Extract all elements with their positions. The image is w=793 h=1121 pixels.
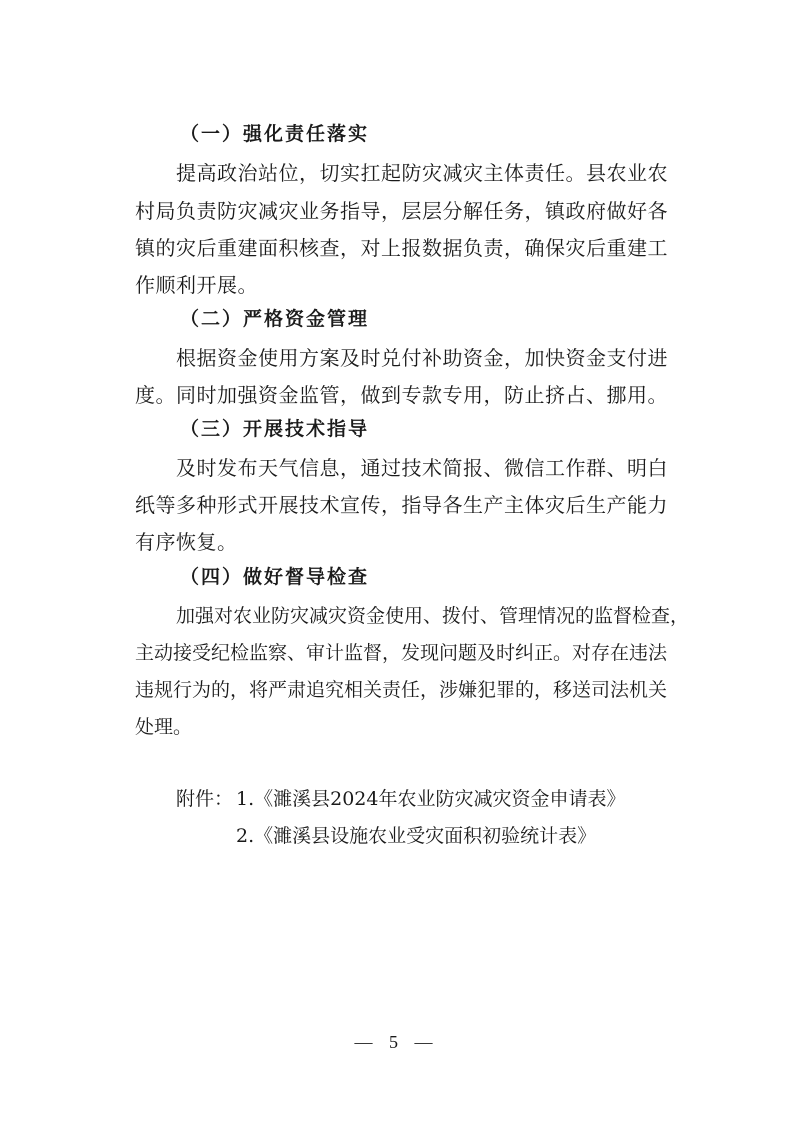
attachment-item-1: 1.《濉溪县2024年农业防灾减灾资金申请表》 [236,788,626,810]
section-heading-4: （四）做好督导检查 [180,566,370,588]
paragraph-line: 村局负责防灾减灾业务指导，层层分解任务，镇政府做好各 [135,199,668,223]
section-heading-2: （二）严格资金管理 [180,308,370,330]
section-heading-1: （一）强化责任落实 [180,123,370,145]
attachments-label: 附件： [176,788,234,810]
paragraph-line: 度。同时加强资金监管，做到专款专用，防止挤占、挪用。 [135,383,668,407]
page-number: — 5 — [354,1032,439,1052]
paragraph-line: 主动接受纪检监察、审计监督，发现问题及时纠正。对存在违法 [135,642,668,664]
paragraph-line: 纸等多种形式开展技术宣传，指导各生产主体灾后生产能力 [135,493,668,517]
paragraph-line: 镇的灾后重建面积核查，对上报数据负责，确保灾后重建工 [135,236,668,260]
section-heading-3: （三）开展技术指导 [180,418,370,440]
paragraph-line: 根据资金使用方案及时兑付补助资金，加快资金支付进 [176,346,668,370]
paragraph-line: 提高政治站位，切实扛起防灾减灾主体责任。县农业农 [176,161,668,185]
paragraph-line: 及时发布天气信息，通过技术简报、微信工作群、明白 [176,456,668,480]
paragraph-line: 处理。 [135,716,193,738]
paragraph-line: 违规行为的，将严肃追究相关责任，涉嫌犯罪的，移送司法机关 [135,679,668,701]
paragraph-line: 加强对农业防灾减灾资金使用、拨付、管理情况的监督检查， [176,605,690,627]
paragraph-line: 有序恢复。 [135,530,238,554]
paragraph-line: 作顺利开展。 [135,273,258,297]
attachment-item-2: 2.《濉溪县设施农业受灾面积初验统计表》 [236,825,597,847]
